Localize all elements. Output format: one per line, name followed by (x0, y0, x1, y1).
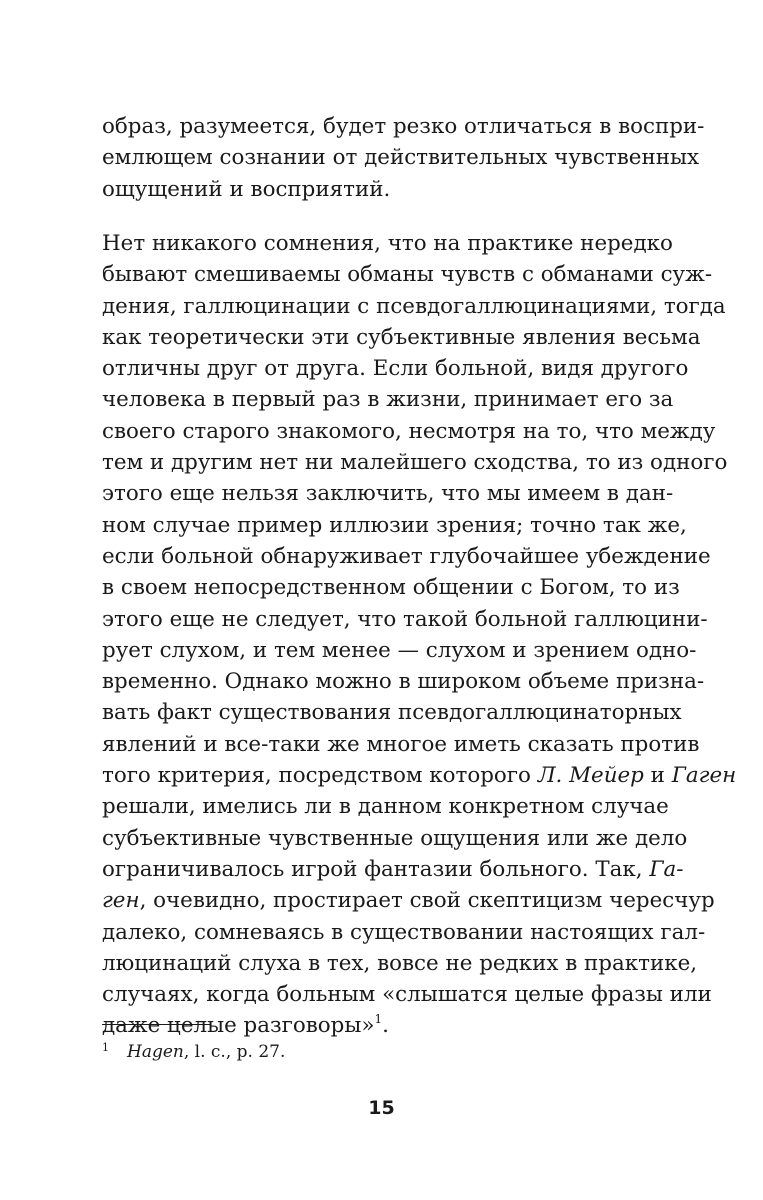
text-fragment: ограничивалось игрой фантазии больного. Так, (102, 856, 643, 882)
text-line: субъективные чувственные ощущения или же дело (102, 825, 688, 851)
footnote (102, 1036, 285, 1064)
text-line: если больной обнаруживает глубочайшее убеждение (102, 543, 711, 569)
text-line: этого еще не следует, что такой больной галлюцини- (102, 606, 708, 632)
text-line: своего старого знакомого, несмотря на то, что между (102, 418, 716, 444)
paragraph-main (102, 228, 737, 1042)
text-line: явлений и все-таки же многое иметь сказать против (102, 731, 700, 757)
footnote-citation: , l. c., p. 27. (183, 1042, 286, 1062)
author-name: ген (102, 888, 140, 914)
text-line: решали, имелись ли в данном конкретном случае (102, 794, 669, 820)
text-line: люцинаций слуха в тех, вовсе не редких в практике, (102, 950, 698, 976)
text-line: бывают смешиваемы обманы чувств с обманами суж- (102, 262, 713, 288)
text-line: временно. Однако можно в широком объеме призна- (102, 669, 705, 695)
text-line: дения, галлюцинации с псевдогаллюцинациями, тогда (102, 293, 726, 319)
text-line: этого еще нельзя заключить, что мы имеем в дан- (102, 481, 674, 507)
author-name: Л. Мейер (537, 763, 644, 789)
text-line: в своем непосредственном общении с Богом, то из (102, 575, 680, 601)
footnote-reference: 1 (374, 1012, 383, 1027)
text-fragment: того критерия, посредством которого (102, 763, 531, 789)
text-line (102, 760, 737, 791)
text-line: человека в первый раз в жизни, принимает его за (102, 387, 674, 413)
text-line: емлющем сознании от действительных чувственных (102, 145, 700, 171)
text-line: случаях, когда больным «слышатся целые фразы или (102, 982, 712, 1008)
text-line: вать факт существования псевдогаллюцинаторных (102, 700, 682, 726)
paragraph-continuation (102, 111, 705, 205)
text-fragment: даже целые разговоры» (102, 1013, 375, 1039)
page-number: 15 (368, 1097, 395, 1119)
text-line: далеко, сомневаясь в существовании настоящих гал- (102, 919, 706, 945)
text-line: рует слухом, и тем менее — слухом и зрением одно- (102, 637, 697, 663)
text-line: как теоретически эти субъективные явления весьма (102, 324, 701, 350)
author-name: Гаген (671, 763, 737, 789)
text-line: ощущений и восприятий. (102, 176, 391, 202)
footnote-mark: 1 (102, 1041, 109, 1054)
text-line: ном случае пример иллюзии зрения; точно так же, (102, 512, 687, 538)
footnote-author: Hagen (127, 1042, 184, 1062)
text-line (102, 885, 715, 916)
footnote-divider (102, 1024, 210, 1025)
text-line (102, 854, 684, 885)
author-name: Га- (649, 856, 684, 882)
text-fragment: . (382, 1013, 389, 1039)
text-fragment: , очевидно, простирает свой скептицизм чересчур (139, 888, 715, 914)
text-line: отличны друг от друга. Если больной, видя другого (102, 356, 689, 382)
text-fragment: и (650, 763, 665, 789)
text-line: тем и другим нет ни малейшего сходства, то из одного (102, 450, 728, 476)
text-line: Нет никакого сомнения, что на практике нередко (102, 231, 673, 256)
text-line: образ, разумеется, будет резко отличаться в воспри- (102, 114, 705, 139)
